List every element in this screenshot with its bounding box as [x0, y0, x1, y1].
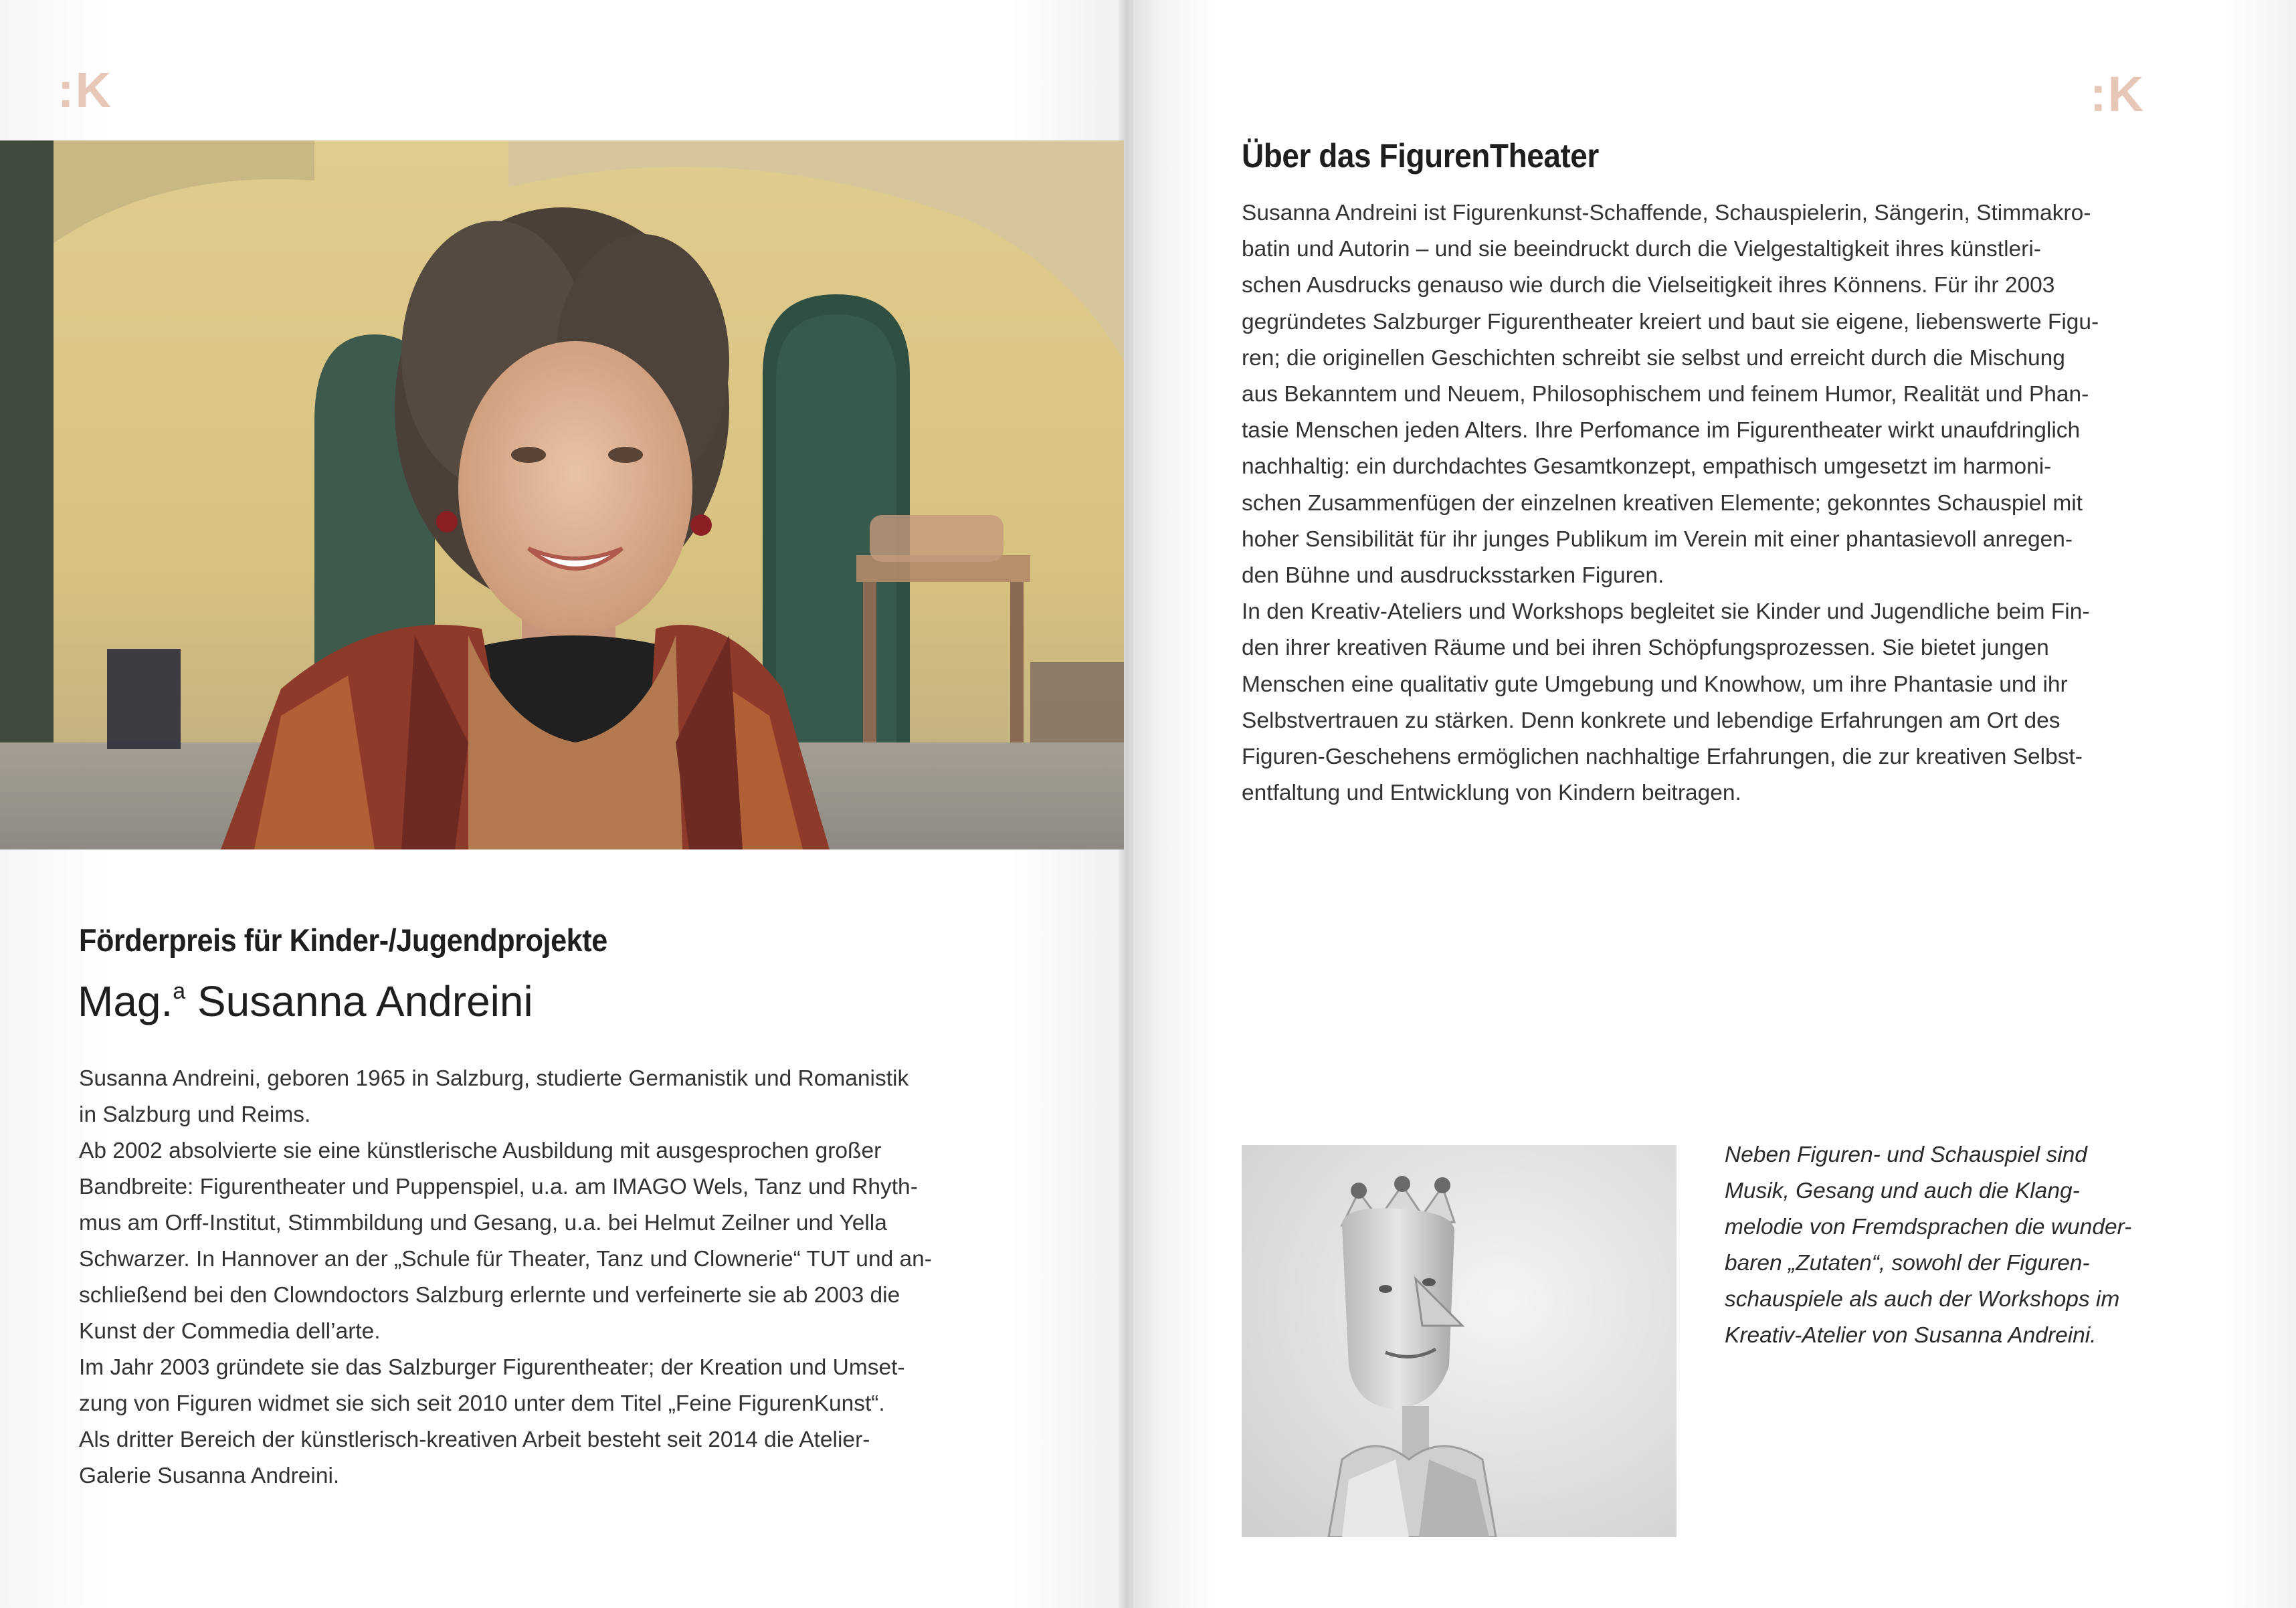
caption-line: Kreativ-Atelier von Susanna Andreini.: [1725, 1323, 2097, 1348]
about-line: aus Bekanntem und Neuem, Philosophischem und feinem Humor, Realität und Phan-: [1242, 382, 2089, 407]
about-line: Susanna Andreini ist Figurenkunst-Schaffende, Schauspielerin, Sängerin, Stimmakro-: [1242, 201, 2091, 225]
about-line: Menschen eine qualitativ gute Umgebung und Knowhow, um ihre Phantasie und ihr: [1242, 672, 2068, 697]
about-line: batin und Autorin – und sie beeindruckt durch die Vielgestaltigkeit ihres künstleri-: [1242, 237, 2041, 262]
about-line: Figuren-Geschehens ermöglichen nachhaltige Erfahrungen, die zur kreativen Selbst-: [1242, 744, 2083, 770]
about-line: entfaltung und Entwicklung von Kindern beitragen.: [1242, 781, 1741, 806]
bio-line: Galerie Susanna Andreini.: [79, 1464, 340, 1488]
about-line: den Bühne und ausdrucksstarken Figuren.: [1242, 563, 1664, 589]
brand-logo-right: :K: [2090, 66, 2145, 122]
about-text: [1242, 195, 2178, 811]
person-name: [78, 977, 533, 1026]
bio-line: schließend bei den Clowndoctors Salzburg erlernte und verfeinerte sie ab 2003 die: [79, 1283, 900, 1308]
about-line: schen Zusammenfügen der einzelnen kreativen Elemente; gekonntes Schauspiel mit: [1242, 490, 2083, 516]
about-line: tasie Menschen jeden Alters. Ihre Perfomance im Figurentheater wirkt unaufdringlich: [1242, 418, 2081, 443]
bio-line: in Salzburg und Reims.: [79, 1102, 311, 1127]
bio-line: Schwarzer. In Hannover an der „Schule für Theater, Tanz und Clownerie“ TUT und an-: [79, 1247, 932, 1272]
bio-line: Ab 2002 absolvierte sie eine künstlerische Ausbildung mit ausgesprochen großer: [79, 1138, 882, 1163]
caption-line: Musik, Gesang und auch die Klang-: [1725, 1179, 2080, 1203]
portrait-photo: [0, 140, 1124, 849]
bio-line: mus am Orff-Institut, Stimmbildung und Gesang, u.a. bei Helmut Zeilner und Yella: [79, 1211, 887, 1235]
about-line: den ihrer kreativen Räume und bei ihren Schöpfungsprozessen. Sie bietet jungen: [1242, 635, 2049, 661]
bio-line: Als dritter Bereich der künstlerisch-kreativen Arbeit besteht seit 2014 die Atelier-: [79, 1427, 870, 1452]
brand-logo-left: :K: [58, 62, 113, 118]
puppet-photo: [1242, 1145, 1677, 1537]
caption-line: schauspiele als auch der Workshops im: [1725, 1287, 2120, 1312]
bio-line: Im Jahr 2003 gründete sie das Salzburger Figurentheater; der Kreation und Umset-: [79, 1355, 905, 1380]
bio-line: zung von Figuren widmet sie sich seit 2010 unter dem Titel „Feine FigurenKunst“.: [79, 1391, 885, 1416]
name-superscript: a: [173, 979, 186, 1004]
page-edge: [1129, 0, 1133, 1608]
name-prefix: Mag.: [78, 977, 173, 1025]
bio-line: Bandbreite: Figurentheater und Puppenspiel, u.a. am IMAGO Wels, Tanz und Rhyth-: [79, 1175, 918, 1199]
bio-line: Susanna Andreini, geboren 1965 in Salzburg, studierte Germanistik und Romanistik: [79, 1066, 909, 1091]
caption-line: baren „Zutaten“, sowohl der Figuren-: [1725, 1251, 2090, 1276]
about-line: gegründetes Salzburger Figurentheater kreiert und baut sie eigene, liebenswerte Figu-: [1242, 309, 2099, 334]
section-title: Über das FigurenTheater: [1242, 137, 1599, 175]
bio-line: Kunst der Commedia dell’arte.: [79, 1319, 381, 1344]
about-line: hoher Sensibilität für ihr junges Publikum im Verein mit einer phantasievoll anregen-: [1242, 526, 2073, 552]
about-line: Selbstvertrauen zu stärken. Denn konkrete und lebendige Erfahrungen am Ort des: [1242, 708, 2061, 733]
name-rest: Susanna Andreini: [185, 977, 533, 1025]
caption-line: Neben Figuren- und Schauspiel sind: [1725, 1142, 2087, 1167]
photo-caption: [1725, 1137, 2206, 1354]
about-line: In den Kreativ-Ateliers und Workshops begleitet sie Kinder und Jugendliche beim Fin-: [1242, 599, 2090, 625]
caption-line: melodie von Fremdsprachen die wunder-: [1725, 1215, 2132, 1239]
biography-text: [79, 1061, 1029, 1494]
about-line: ren; die originellen Geschichten schreibt sie selbst und erreicht durch die Mischung: [1242, 345, 2065, 371]
about-line: nachhaltig: ein durchdachtes Gesamtkonzept, empathisch umgesetzt im harmoni-: [1242, 454, 2052, 480]
award-subtitle: Förderpreis für Kinder-/Jugendprojekte: [79, 922, 607, 958]
about-line: schen Ausdrucks genauso wie durch die Vielseitigkeit ihres Könnens. Für ihr 2003: [1242, 273, 2055, 298]
